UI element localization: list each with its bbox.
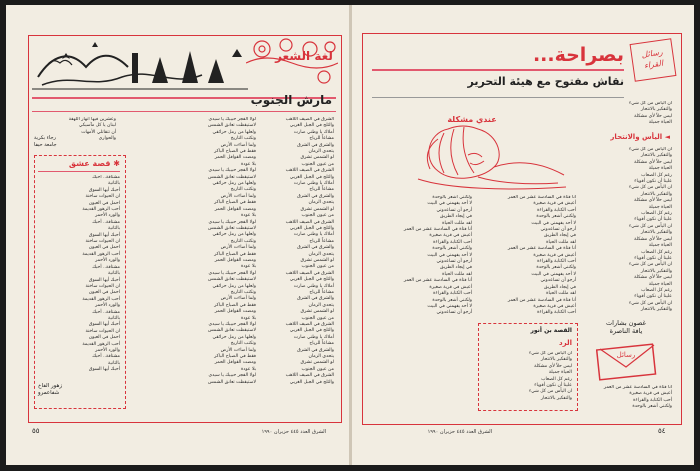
envelope-icon [596, 341, 658, 381]
left-page [6, 5, 349, 465]
sidebar-body: ان اليأس من كل شيء والتفكير بالانتحار ليس حلاً لأي مشكلة الحياة جميلة رغم كل الصعاب علينا أن نكون أقوياء ان اليأس من كل شيء والتفكير بالانتحار ليس حلاً لأي مشكلة الحياة جميلة رغم كل الصعاب علينا أن نكون أقوياء ان اليأس من كل شيء والتفكير بالانتحار ليس حلاً لأي مشكلة الحياة جميلة رغم كل الصعاب علينا أن نكون أقوياء ان اليأس من كل شيء والتفكير بالانتحار ليس حلاً لأي مشكلة الحياة جميلة رغم كل الصعاب علينا أن نكون أقوياء ان اليأس من كل شيء والتفكير بالانتحار [628, 147, 672, 313]
page-subtitle: نقاش مفتوح مع هيئة التحرير [467, 75, 624, 88]
page-footer: الشرق العدد ٤٤٥ حزيران ١٩٩٠ [427, 429, 492, 435]
right-page [352, 5, 694, 465]
side-note-signature: رجاء بكرية جامعة حيفا [34, 135, 57, 148]
subtitle-rule [372, 97, 624, 98]
answer-box-heading: القصة بن أنور [530, 327, 572, 334]
letter-signature: غصون بشارات يافة الناصرة [606, 319, 646, 335]
article-title: عندي مشكلة [447, 115, 497, 124]
story-text: مشتاقة.. أحبك بالثانية أحبك أيها السوق ان الحيوات ساخنة احمل في العيون أحب الزهور القديمة والورد الأحمر مشتاقة.. أحبك بالثانية أحبك أيها السوق ان الحيوات ساخنة احمل في العيون أحب الزهور القديمة والورد الأحمر مشتاقة.. أحبك بالثانية أحبك أيها السوق ان الحيوات ساخنة احمل في العيون أحب الزهور القديمة والورد الأحمر مشتاقة.. أحبك بالثانية أحبك أيها السوق ان الحيوات ساخنة احمل في العيون أحب الزهور القديمة والورد الأحمر مشتاقة.. أحبك بالثانية أحبك أيها السوق [82, 175, 120, 373]
envelope-label: رسائل [616, 351, 636, 359]
story-title-rule [38, 171, 120, 172]
answer-text: ان اليأس من كل شيء والتفكير بالانتحار ليس حلاً لأي مشكلة الحياة جميلة رغم كل الصعاب علينا أن نكون أقوياء ان اليأس من كل شيء والتفكير بالانتحار [528, 351, 572, 401]
bottom-note: أنا فتاة في السادسة عشر من العمر أعيش في قرية صغيرة أحب الكتابة والقراءة ولكنني أشعر بالوحدة [603, 385, 672, 410]
poem-title: مارش الجنوب [250, 93, 332, 107]
letter-column-left: ولكنني أشعر بالوحدة لا أحد يفهمني في البيت أرجو أن تساعدوني في إيجاد الطريق لقد مللت الحياة أنا فتاة في السادسة عشر من العمر أعيش في قرية صغيرة أحب الكتابة والقراءة ولكنني أشعر بالوحدة لا أحد يفهمني في البيت أرجو أن تساعدوني في إيجاد الطريق لقد مللت الحياة أنا فتاة في السادسة عشر من العمر أعيش في قرية صغيرة أحب الكتابة والقراءة ولكنني أشعر بالوحدة لا أحد يفهمني في البيت أرجو أن تساعدوني [403, 195, 472, 316]
page-number: ٥٤ [658, 427, 666, 435]
sidebar-text: ان اليأس من كل شيء والتفكير بالانتحار ليس حلاً لأي مشكلة الحياة جميلة [628, 101, 672, 126]
red-ornament-icon [246, 37, 338, 93]
magazine-spread [6, 5, 694, 465]
response-heading: الرد [559, 339, 572, 347]
poem-column-right: الشرق في الصيف اللاهب والثلج في الجبل الغربي أملاك يا وطني صارت مشاعاً للرياح والشرق في الشرق يتحدى الزمان لو الشمس تشرق من عيون الجنوب الشرق في الصيف اللاهب والثلج في الجبل الغربي أملاك يا وطني صارت مشاعاً للرياح والشرق في الشرق يتحدى الزمان لو الشمس تشرق من عيون الجنوب الشرق في الصيف اللاهب والثلج في الجبل الغربي أملاك يا وطني صارت مشاعاً للرياح والشرق في الشرق يتحدى الزمان لو الشمس تشرق من عيون الجنوب الشرق في الصيف اللاهب والثلج في الجبل الغربي أملاك يا وطني صارت مشاعاً للرياح والشرق في الشرق يتحدى الزمان لو الشمس تشرق من عيون الجنوب الشرق في الصيف اللاهب والثلج في الجبل الغربي أملاك يا وطني صارت مشاعاً للرياح والشرق في الشرق يتحدى الزمان لو الشمس تشرق من عيون الجنوب الشرق في الصيف اللاهب والثلج في الجبل الغربي [285, 117, 334, 385]
title-underline [372, 69, 624, 71]
side-note: وعشرين فيها أنهار اللهفة لبنان يا كل مآسيكي أن تتقاتلي الأمهات والحواري [68, 117, 116, 142]
letter-column-right: أنا فتاة في السادسة عشر من العمر أعيش في قرية صغيرة أحب الكتابة والقراءة ولكنني أشعر بالوحدة لا أحد يفهمني في البيت أرجو أن تساعدوني في إيجاد الطريق لقد مللت الحياة أنا فتاة في السادسة عشر من العمر أعيش في قرية صغيرة أحب الكتابة والقراءة ولكنني أشعر بالوحدة لا أحد يفهمني في البيت أرجو أن تساعدوني في إيجاد الطريق لقد مللت الحياة أنا فتاة في السادسة عشر من العمر أعيش في قرية صغيرة أحب الكتابة والقراءة [507, 195, 576, 316]
page-number: ٥٥ [32, 427, 40, 435]
poem-column-left: لولا الفجر حبيبك يا سيدي لاستيقظت تعانق الشمس ولعلها من رمل حرائقي وتكتب التاريخ ولما أضاءت الأرض فقط في الصباح الباكر ومضت القوافل الحمر بلا عودة لولا الفجر حبيبك يا سيدي لاستيقظت تعانق الشمس ولعلها من رمل حرائقي وتكتب التاريخ ولما أضاءت الأرض فقط في الصباح الباكر ومضت القوافل الحمر بلا عودة لولا الفجر حبيبك يا سيدي لاستيقظت تعانق الشمس ولعلها من رمل حرائقي وتكتب التاريخ ولما أضاءت الأرض فقط في الصباح الباكر ومضت القوافل الحمر بلا عودة لولا الفجر حبيبك يا سيدي لاستيقظت تعانق الشمس ولعلها من رمل حرائقي وتكتب التاريخ ولما أضاءت الأرض فقط في الصباح الباكر ومضت القوافل الحمر بلا عودة لولا الفجر حبيبك يا سيدي لاستيقظت تعانق الشمس ولعلها من رمل حرائقي وتكتب التاريخ ولما أضاءت الأرض فقط في الصباح الباكر ومضت القوافل الحمر بلا عودة لولا الفجر حبيبك يا سيدي لاستيقظت تعانق الشمس [207, 117, 256, 385]
story-title: ✱ قصة عشق [68, 159, 120, 168]
story-signature: زهور الفاخ شفاعمرو [38, 383, 63, 396]
page-footer: الشرق العدد ٤٤٥ حزيران ١٩٩٠ [261, 429, 326, 435]
woman-illustration [408, 119, 568, 191]
arrow-icon: ◄ [662, 133, 670, 141]
banner-section-title: لغة الشعر [275, 49, 333, 63]
readers-letters-stamp: رسائل القراء [630, 38, 677, 81]
sidebar-title: ◄ اليأس والانتحار [610, 133, 670, 141]
page-title: بصراحة... [532, 44, 624, 66]
divider [32, 111, 336, 112]
star-icon: ✱ [110, 159, 120, 168]
poetry-banner-illustration [32, 37, 248, 93]
